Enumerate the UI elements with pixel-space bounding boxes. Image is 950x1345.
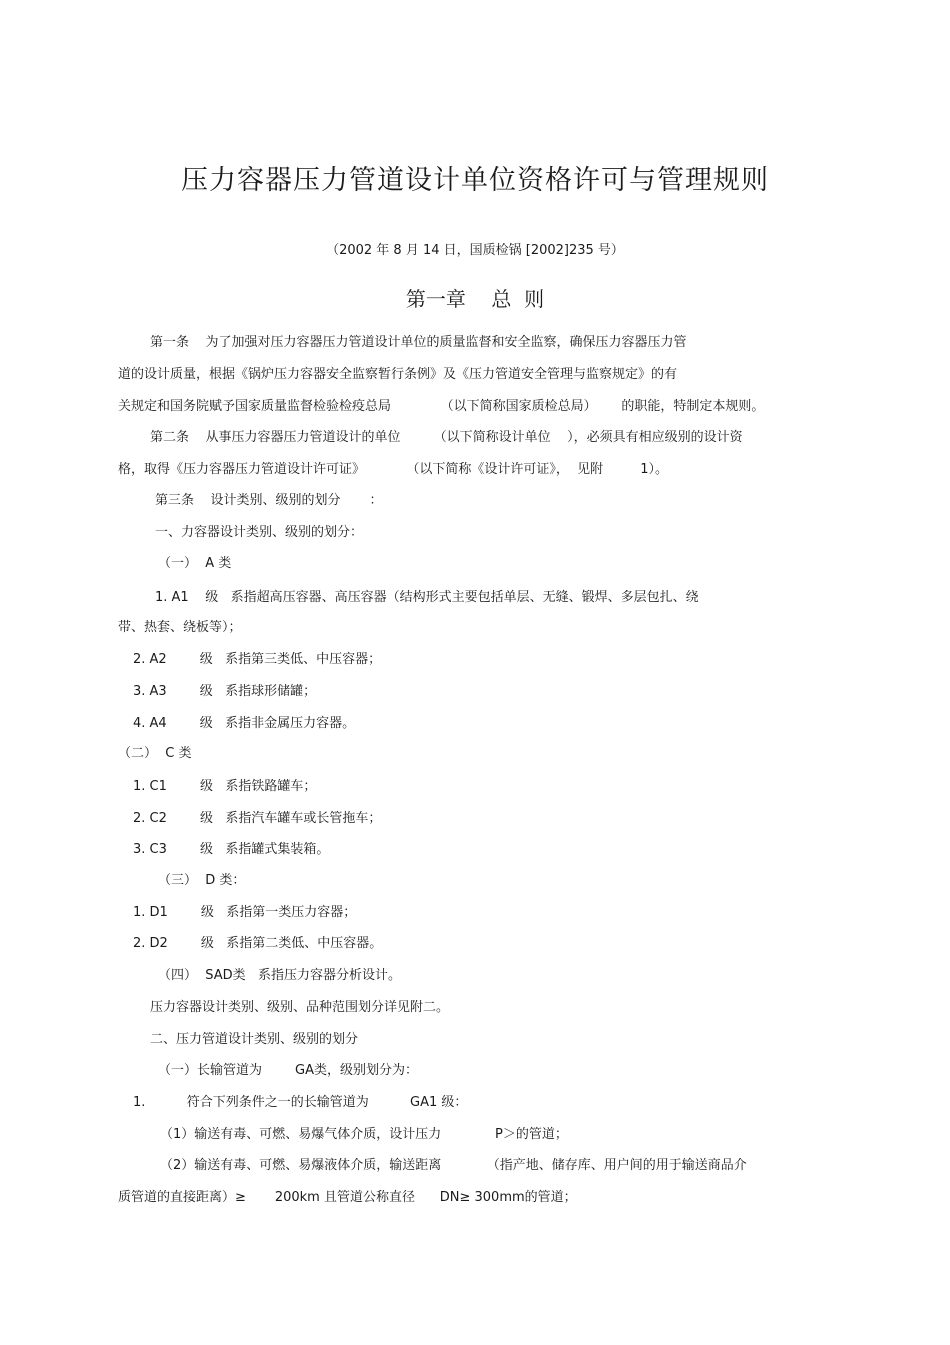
body-line: （一） A 类 [158,556,232,571]
body-line: （四） SAD类 系指压力容器分析设计。 [158,968,402,983]
body-line: 二、压力管道设计类别、级别的划分 [150,1032,359,1047]
body-line: 带、热套、绕板等）； [118,620,242,635]
body-line: 压力容器设计类别、级别、品种范围划分详见附二。 [150,1000,450,1015]
body-line: 2. C2 级 系指汽车罐车或长管拖车； [133,811,382,826]
body-line: （2）输送有毒、可燃、易爆液体介质，输送距离 （指产地、储存库、用户间的用于输送商品介 [160,1158,747,1173]
body-line: 3. A3 级 系指球形储罐； [133,684,317,699]
body-line: 格，取得《压力容器压力管道设计许可证》 （以下简称《设计许可证》， 见附 1）。 [118,462,669,477]
body-line: 第三条 设计类别、级别的划分 ： [155,493,383,508]
body-line: 一、力容器设计类别、级别的划分： [155,525,364,540]
body-line: 第一条 为了加强对压力容器压力管道设计单位的质量监督和安全监察，确保压力容器压力管 [150,335,687,350]
body-line: 道的设计质量，根据《锅炉压力容器安全监察暂行条例》及《压力管道安全管理与监察规定》的有 [118,367,678,382]
body-line: （二） C 类 [118,746,192,761]
document-title: 压力容器压力管道设计单位资格许可与管理规则 [181,165,769,196]
body-line: 2. D2 级 系指第二类低、中压容器。 [133,936,383,951]
chapter-heading: 第一章 总 则 [405,287,545,311]
body-line: （1）输送有毒、可燃、易爆气体介质，设计压力 P＞的管道； [160,1127,568,1142]
body-line: 关规定和国务院赋予国家质量监督检验检疫总局 （以下简称国家质检总局） 的职能，特制定本规则。 [118,399,765,414]
body-line: 2. A2 级 系指第三类低、中压容器； [133,652,382,667]
body-line: 质管道的直接距离）≥ 200km 且管道公称直径 DN≥ 300mm的管道； [118,1190,577,1205]
body-line: 1. A1 级 系指超高压容器、高压容器（结构形式主要包括单层、无缝、锻焊、多层包扎、绕 [155,590,699,605]
body-line: 1. D1 级 系指第一类压力容器； [133,905,357,920]
document-subtitle: （2002 年 8 月 14 日，国质检锅 [2002]235 号） [326,243,624,258]
body-line: 1. C1 级 系指铁路罐车； [133,779,317,794]
body-line: 3. C3 级 系指罐式集装箱。 [133,842,330,857]
body-line: 4. A4 级 系指非金属压力容器。 [133,716,356,731]
body-line: （三） D 类： [158,873,246,888]
body-line: （一）长输管道为 GA类，级别划分为： [158,1063,419,1078]
body-line: 第二条 从事压力容器压力管道设计的单位 （以下简称设计单位 ），必须具有相应级别的设计资 [150,430,743,445]
body-line: 1. 符合下列条件之一的长输管道为 GA1 级： [133,1095,468,1110]
